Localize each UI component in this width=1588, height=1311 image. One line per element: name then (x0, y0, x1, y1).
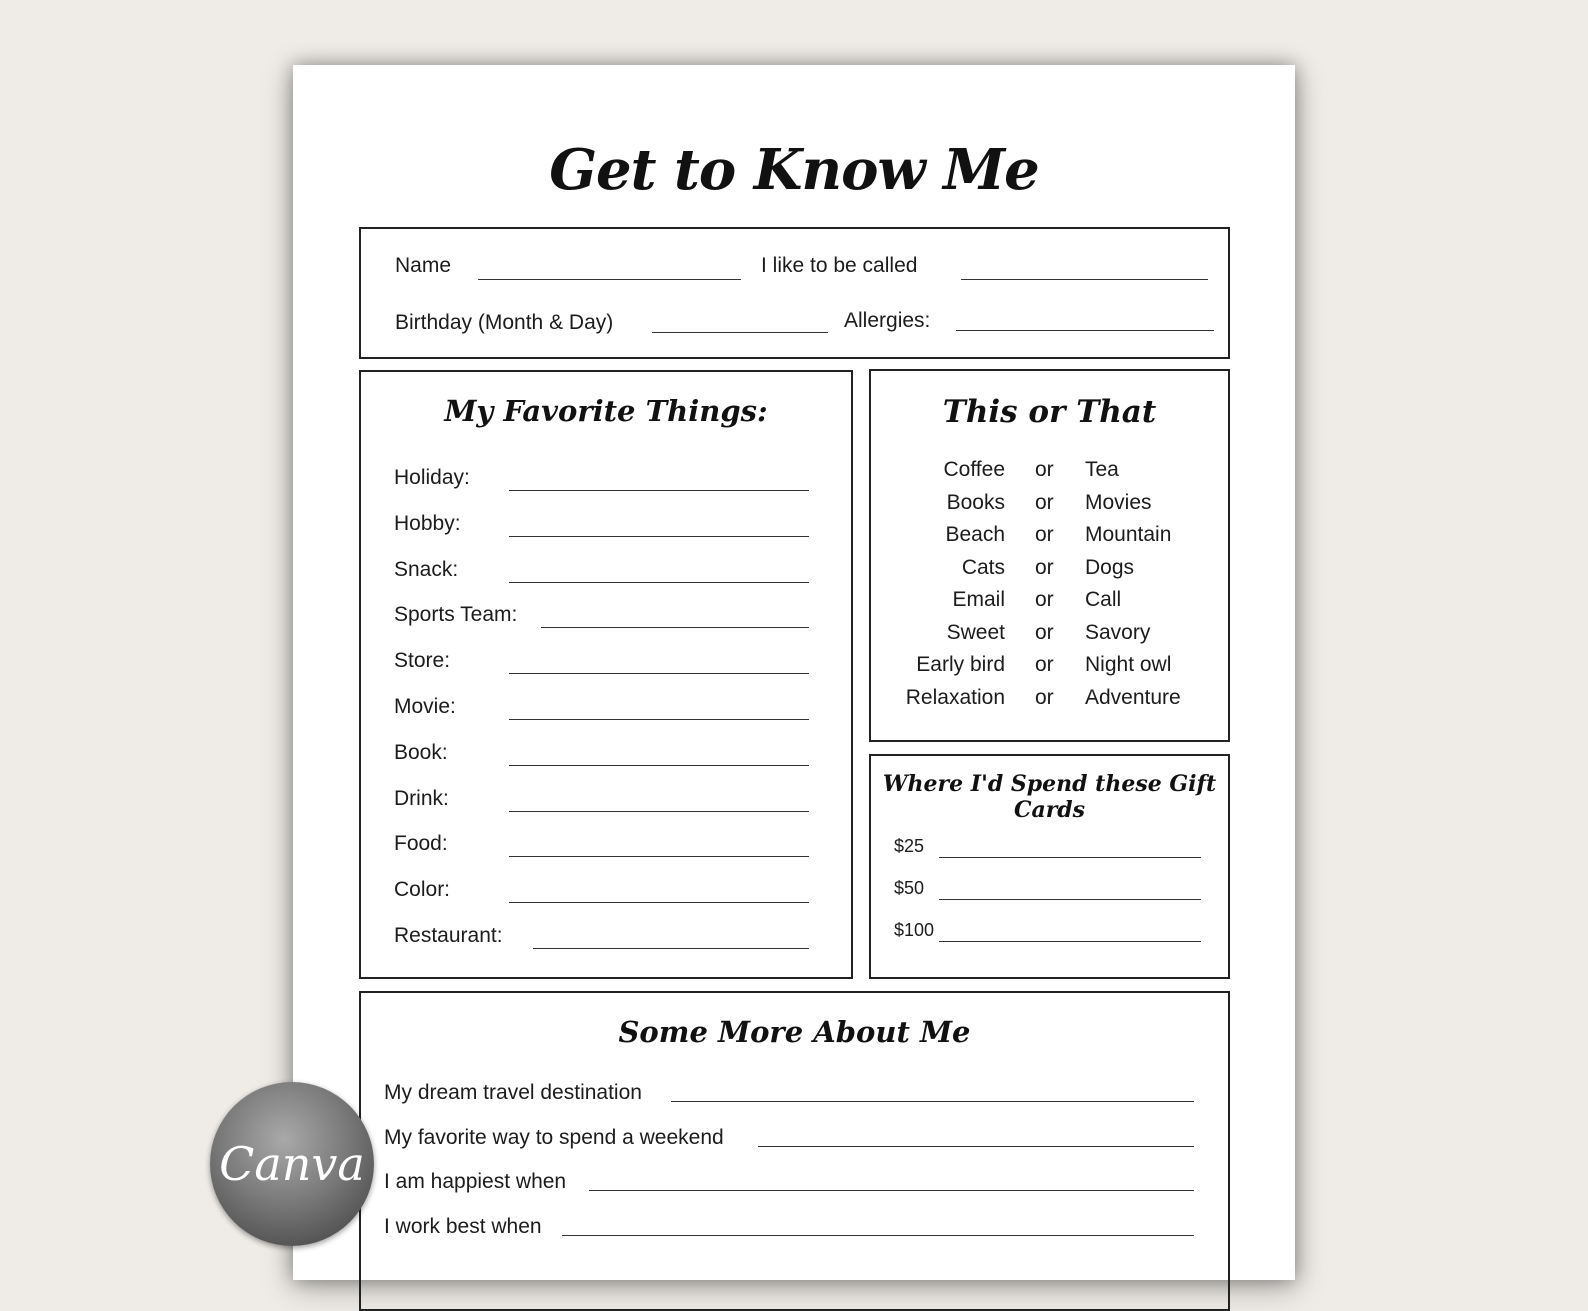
more-about-title: Some More About Me (618, 1015, 971, 1049)
gift-card-amount: $25 (894, 836, 925, 856)
or-connector: or (1035, 490, 1054, 514)
allergies-line[interactable] (956, 330, 1214, 331)
this-or-that-box (869, 369, 1230, 742)
allergies-label: Allergies: (844, 309, 931, 332)
option-left: Coffee (943, 458, 1005, 481)
option-left: Books (946, 490, 1005, 514)
favorite-item-line[interactable] (509, 811, 809, 812)
option-left: Email (952, 588, 1005, 611)
favorite-item-line[interactable] (509, 490, 809, 491)
option-left: Relaxation (905, 685, 1005, 709)
or-connector: or (1035, 458, 1054, 481)
more-about-line[interactable] (589, 1190, 1194, 1191)
page-title: Get to Know Me (549, 137, 1039, 203)
or-connector: or (1035, 588, 1054, 611)
or-connector: or (1035, 653, 1054, 676)
favorite-item-label: Book: (394, 740, 448, 764)
favorite-item-label: Hobby: (394, 511, 461, 535)
or-connector: or (1035, 555, 1054, 579)
option-right: Night owl (1085, 653, 1172, 676)
option-right: Tea (1085, 458, 1119, 481)
option-right: Call (1085, 588, 1122, 611)
option-left: Beach (945, 523, 1005, 546)
favorites-box (359, 370, 853, 979)
gift-card-amount: $50 (894, 878, 925, 898)
canva-badge (210, 1082, 374, 1246)
favorite-item-label: Store: (394, 649, 451, 673)
worksheet-page (293, 65, 1295, 1280)
more-about-prompt: My dream travel destination (384, 1081, 642, 1104)
more-about-prompt: I work best when (384, 1214, 542, 1238)
this-or-that-title: This or That (942, 394, 1157, 430)
favorite-item-line[interactable] (509, 902, 809, 903)
more-about-box (359, 991, 1230, 1311)
favorite-item-line[interactable] (533, 948, 809, 949)
birthday-label: Birthday (Month & Day) (395, 311, 614, 334)
more-about-line[interactable] (671, 1101, 1194, 1102)
more-about-line[interactable] (758, 1146, 1194, 1147)
favorite-item-label: Food: (394, 832, 448, 856)
favorite-item-label: Snack: (394, 557, 459, 581)
option-right: Adventure (1085, 685, 1181, 709)
more-about-prompt: My favorite way to spend a weekend (384, 1125, 724, 1149)
gift-cards-box (869, 754, 1230, 979)
favorite-item-line[interactable] (509, 673, 809, 674)
called-line[interactable] (961, 279, 1208, 280)
favorite-item-label: Restaurant: (394, 924, 503, 947)
favorite-item-label: Sports Team: (394, 603, 518, 627)
favorite-item-line[interactable] (509, 582, 809, 583)
favorite-item-label: Drink: (394, 786, 449, 810)
gift-card-line[interactable] (939, 941, 1201, 942)
option-right: Dogs (1085, 555, 1135, 579)
more-about-prompt: I am happiest when (384, 1170, 567, 1193)
favorite-item-line[interactable] (509, 856, 809, 857)
favorite-item-line[interactable] (541, 627, 809, 628)
option-right: Mountain (1085, 523, 1172, 546)
favorite-item-line[interactable] (509, 765, 809, 766)
gift-card-line[interactable] (939, 899, 1201, 900)
gift-cards-title: Where I'd Spend these Gift Cards (882, 771, 1217, 823)
name-line[interactable] (478, 279, 741, 280)
favorites-title: My Favorite Things: (444, 394, 768, 428)
or-connector: or (1035, 620, 1054, 644)
name-label: Name (395, 254, 452, 277)
more-about-line[interactable] (562, 1235, 1194, 1236)
or-connector: or (1035, 685, 1054, 709)
option-left: Sweet (946, 620, 1005, 644)
canva-logo-text: Canva (219, 1137, 365, 1191)
favorite-item-line[interactable] (509, 536, 809, 537)
option-left: Early bird (916, 653, 1005, 676)
called-label: I like to be called (761, 254, 918, 277)
gift-card-line[interactable] (939, 857, 1201, 858)
birthday-line[interactable] (652, 332, 828, 333)
favorite-item-line[interactable] (509, 719, 809, 720)
option-left: Cats (961, 555, 1005, 579)
info-box (359, 227, 1230, 359)
favorite-item-label: Holiday: (394, 466, 470, 489)
or-connector: or (1035, 523, 1054, 546)
favorite-item-label: Color: (394, 878, 451, 902)
gift-card-amount: $100 (894, 920, 935, 940)
favorite-item-label: Movie: (394, 695, 456, 718)
option-right: Movies (1085, 490, 1152, 514)
option-right: Savory (1085, 620, 1151, 644)
